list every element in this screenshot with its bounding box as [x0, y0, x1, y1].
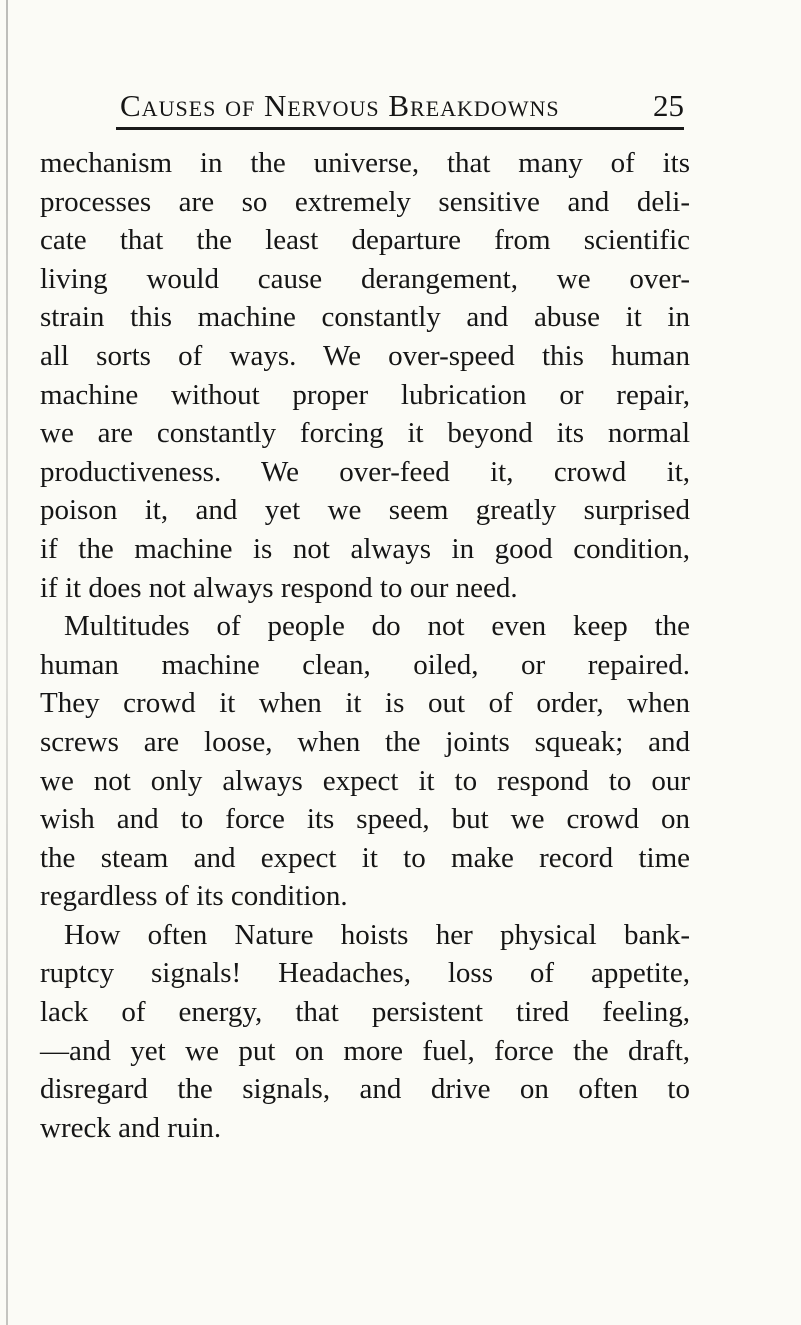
text-line: poison it, and yet we seem greatly surprised [40, 494, 690, 527]
text-line: cate that the least departure from scientific [40, 224, 690, 257]
text-line: wish and to force its speed, but we crowd on [40, 803, 690, 836]
text-line: we not only always expect it to respond to our [40, 764, 690, 797]
text-line: screws are loose, when the joints squeak; and [40, 725, 690, 758]
page-number: 25 [653, 88, 684, 123]
text-line: —and yet we put on more fuel, force the draft, [40, 1034, 690, 1067]
text-line: Multitudes of people do not even keep the [64, 610, 690, 643]
text-line: mechanism in the universe, that many of its [40, 147, 690, 179]
text-line: machine without proper lubrication or repair, [40, 378, 690, 411]
text-line: living would cause derangement, we over- [40, 262, 690, 295]
text-line: human machine clean, oiled, or repaired. [40, 648, 690, 681]
header-rule [116, 127, 684, 130]
page-header [110, 86, 684, 126]
text-line: processes are so extremely sensitive and deli- [40, 185, 690, 218]
text-line: the steam and expect it to make record time [40, 841, 690, 874]
text-line: regardless of its condition. [40, 880, 348, 913]
text-line: ruptcy signals! Headaches, loss of appetite, [40, 957, 690, 990]
text-line: disregard the signals, and drive on often to [40, 1073, 690, 1106]
text-line: productiveness. We over-feed it, crowd it, [40, 455, 690, 488]
text-line: wreck and ruin. [40, 1111, 222, 1144]
text-line: we are constantly forcing it beyond its normal [40, 417, 690, 450]
text-line: if it does not always respond to our need. [40, 571, 518, 604]
page-spine-shadow [6, 0, 8, 1325]
text-line: if the machine is not always in good condition, [40, 532, 690, 565]
text-line: strain this machine constantly and abuse it in [40, 301, 690, 334]
text-line: lack of energy, that persistent tired feeling, [40, 996, 690, 1029]
running-title: Causes of Nervous Breakdowns [120, 88, 560, 123]
text-line: all sorts of ways. We over-speed this human [40, 339, 690, 372]
text-line: They crowd it when it is out of order, when [40, 687, 690, 720]
body-text [40, 144, 690, 1147]
text-line: How often Nature hoists her physical bank- [64, 918, 690, 951]
